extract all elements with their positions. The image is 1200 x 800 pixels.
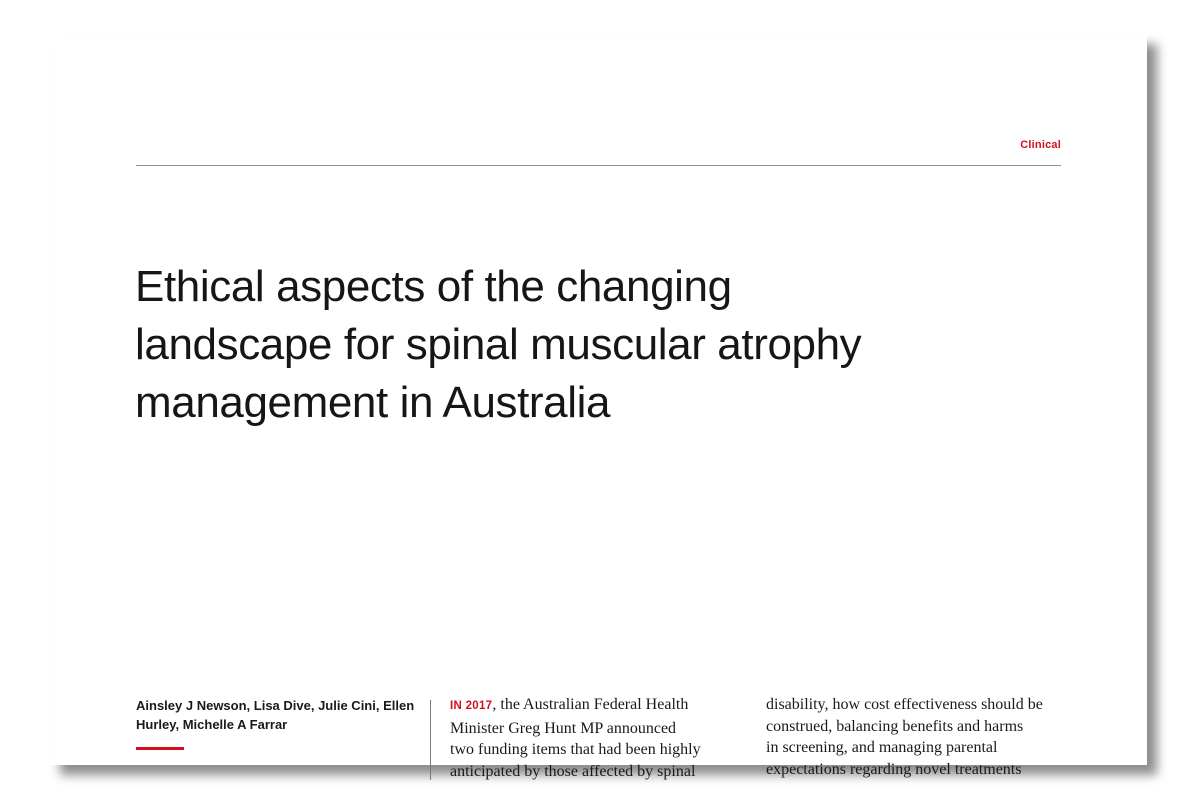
header-rule	[136, 165, 1061, 166]
section-label: Clinical	[1020, 139, 1061, 151]
body-column-2	[766, 694, 1066, 780]
body-line: in screening, and managing parental	[766, 739, 998, 756]
body-line: expectations regarding novel treatments	[766, 760, 1022, 778]
body-line: two funding items that had been highly	[450, 741, 701, 758]
author-list: Ainsley J Newson, Lisa Dive, Julie Cini, Ellen Hurley, Michelle A Farrar	[136, 698, 415, 732]
column-divider	[430, 700, 431, 780]
body-line-text: , the Australian Federal Health	[492, 696, 689, 713]
body-line: anticipated by those affected by spinal	[450, 762, 696, 780]
body-line	[450, 694, 732, 718]
article-title: Ethical aspects of the changing landscape for spinal muscular atrophy management in Australia	[135, 262, 862, 427]
body-line: construed, balancing benefits and harms	[766, 717, 1024, 735]
body-line: Minister Greg Hunt MP announced	[450, 719, 677, 737]
body-line: disability, how cost effectiveness should be	[766, 696, 1043, 713]
body-column-1	[450, 694, 732, 782]
author-accent-bar	[136, 747, 184, 750]
lead-in-text: IN 2017	[450, 700, 493, 712]
article-page	[50, 34, 1147, 780]
